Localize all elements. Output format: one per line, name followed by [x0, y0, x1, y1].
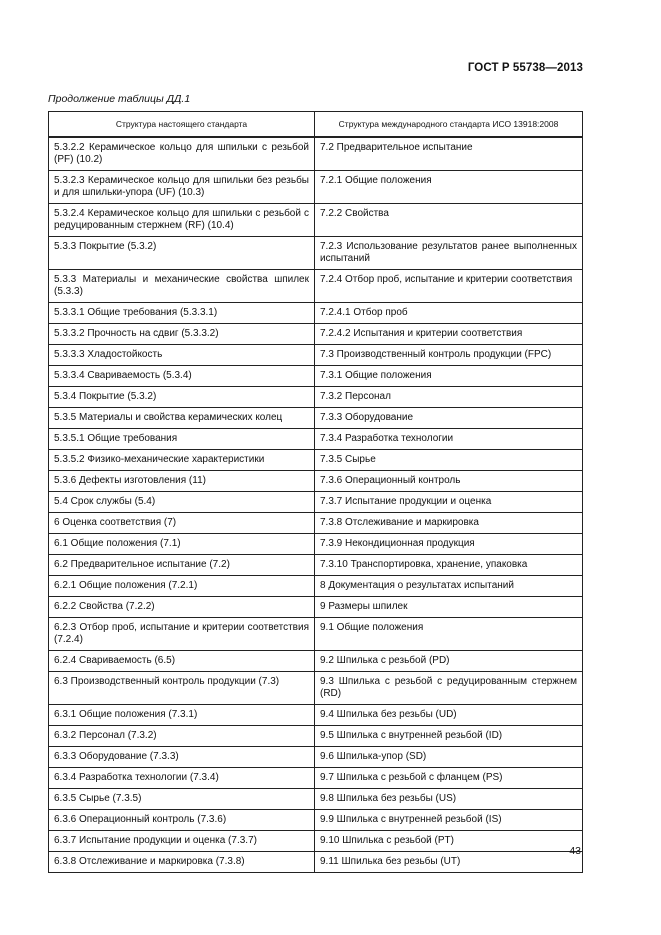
table-row: [49, 270, 583, 303]
iso-section-cell: 9.6 Шпилька-упор (SD): [315, 747, 583, 768]
national-section-cell: 5.3.3.3 Хладостойкость: [49, 345, 315, 366]
iso-section-cell: 7.3.7 Испытание продукции и оценка: [315, 492, 583, 513]
iso-section-cell: 7.3.3 Оборудование: [315, 408, 583, 429]
national-section-cell: 6.3.8 Отслеживание и маркировка (7.3.8): [49, 852, 315, 873]
table-row: [49, 171, 583, 204]
iso-section-cell: 7.2 Предварительное испытание: [315, 137, 583, 171]
iso-section-cell: 9.9 Шпилька с внутренней резьбой (IS): [315, 810, 583, 831]
iso-section-cell: 7.3 Производственный контроль продукции (FPC): [315, 345, 583, 366]
table-row: [49, 597, 583, 618]
national-section-cell: 6.2 Предварительное испытание (7.2): [49, 555, 315, 576]
iso-section-cell: 8 Документация о результатах испытаний: [315, 576, 583, 597]
national-section-cell: 6.3.6 Операционный контроль (7.3.6): [49, 810, 315, 831]
table-row: [49, 768, 583, 789]
national-section-cell: 5.4 Срок службы (5.4): [49, 492, 315, 513]
national-section-cell: 5.3.3.4 Свариваемость (5.3.4): [49, 366, 315, 387]
table-row: [49, 705, 583, 726]
table-row: [49, 513, 583, 534]
national-section-cell: 6.3.4 Разработка технологии (7.3.4): [49, 768, 315, 789]
national-section-cell: 6 Оценка соответствия (7): [49, 513, 315, 534]
national-section-cell: 5.3.3 Покрытие (5.3.2): [49, 237, 315, 270]
iso-section-cell: 9.4 Шпилька без резьбы (UD): [315, 705, 583, 726]
national-section-cell: 5.3.5.1 Общие требования: [49, 429, 315, 450]
iso-section-cell: 9 Размеры шпилек: [315, 597, 583, 618]
iso-section-cell: 7.2.2 Свойства: [315, 204, 583, 237]
iso-section-cell: 7.2.4 Отбор проб, испытание и критерии соответствия: [315, 270, 583, 303]
iso-section-cell: 9.3 Шпилька с резьбой с редуцированным стержнем (RD): [315, 672, 583, 705]
table-row: [49, 555, 583, 576]
table-row: [49, 726, 583, 747]
table-header-row: [49, 112, 583, 138]
table-row: [49, 366, 583, 387]
table-row: [49, 429, 583, 450]
iso-section-cell: 7.3.10 Транспортировка, хранение, упаковка: [315, 555, 583, 576]
national-section-cell: 5.3.3.1 Общие требования (5.3.3.1): [49, 303, 315, 324]
column-header-national: Структура настоящего стандарта: [49, 112, 315, 138]
national-section-cell: 5.3.5 Материалы и свойства керамических колец: [49, 408, 315, 429]
iso-section-cell: 7.2.3 Использование результатов ранее выполненных испытаний: [315, 237, 583, 270]
iso-section-cell: 9.2 Шпилька с резьбой (PD): [315, 651, 583, 672]
national-section-cell: 6.3 Производственный контроль продукции (7.3): [49, 672, 315, 705]
table-row: [49, 810, 583, 831]
column-header-iso: Структура международного стандарта ИСО 13918:2008: [315, 112, 583, 138]
table-row: [49, 618, 583, 651]
national-section-cell: 6.2.4 Свариваемость (6.5): [49, 651, 315, 672]
national-section-cell: 5.3.4 Покрытие (5.3.2): [49, 387, 315, 408]
national-section-cell: 6.2.1 Общие положения (7.2.1): [49, 576, 315, 597]
table-row: [49, 492, 583, 513]
table-caption: Продолжение таблицы ДД.1: [48, 93, 191, 105]
table-row: [49, 387, 583, 408]
iso-section-cell: 9.5 Шпилька с внутренней резьбой (ID): [315, 726, 583, 747]
page-number: 43: [569, 845, 581, 857]
table-body: [49, 137, 583, 873]
table-row: [49, 576, 583, 597]
national-section-cell: 5.3.3 Материалы и механические свойства шпилек (5.3.3): [49, 270, 315, 303]
national-section-cell: 5.3.2.4 Керамическое кольцо для шпильки с резьбой с редуцированным стержнем (RF) (10.4): [49, 204, 315, 237]
iso-section-cell: 7.3.6 Операционный контроль: [315, 471, 583, 492]
iso-section-cell: 7.3.9 Некондиционная продукция: [315, 534, 583, 555]
iso-section-cell: 9.11 Шпилька без резьбы (UT): [315, 852, 583, 873]
national-section-cell: 6.3.3 Оборудование (7.3.3): [49, 747, 315, 768]
national-section-cell: 6.3.1 Общие положения (7.3.1): [49, 705, 315, 726]
national-section-cell: 6.2.3 Отбор проб, испытание и критерии соответствия (7.2.4): [49, 618, 315, 651]
national-section-cell: 5.3.6 Дефекты изготовления (11): [49, 471, 315, 492]
iso-section-cell: 9.10 Шпилька с резьбой (PT): [315, 831, 583, 852]
table-row: [49, 852, 583, 873]
iso-section-cell: 7.3.8 Отслеживание и маркировка: [315, 513, 583, 534]
iso-section-cell: 7.3.1 Общие положения: [315, 366, 583, 387]
national-section-cell: 6.1 Общие положения (7.1): [49, 534, 315, 555]
iso-section-cell: 9.8 Шпилька без резьбы (US): [315, 789, 583, 810]
table-row: [49, 408, 583, 429]
national-section-cell: 6.3.7 Испытание продукции и оценка (7.3.7): [49, 831, 315, 852]
table-row: [49, 534, 583, 555]
table-row: [49, 345, 583, 366]
table-row: [49, 137, 583, 171]
national-section-cell: 5.3.2.3 Керамическое кольцо для шпильки без резьбы и для шпильки-упора (UF) (10.3): [49, 171, 315, 204]
table-row: [49, 324, 583, 345]
table-row: [49, 237, 583, 270]
table-row: [49, 831, 583, 852]
iso-section-cell: 7.2.4.2 Испытания и критерии соответствия: [315, 324, 583, 345]
iso-section-cell: 7.3.4 Разработка технологии: [315, 429, 583, 450]
iso-section-cell: 7.2.4.1 Отбор проб: [315, 303, 583, 324]
national-section-cell: 5.3.5.2 Физико-механические характеристики: [49, 450, 315, 471]
iso-section-cell: 9.1 Общие положения: [315, 618, 583, 651]
national-section-cell: 6.3.5 Сырье (7.3.5): [49, 789, 315, 810]
iso-section-cell: 9.7 Шпилька с резьбой с фланцем (PS): [315, 768, 583, 789]
table-row: [49, 303, 583, 324]
table-row: [49, 747, 583, 768]
national-section-cell: 5.3.2.2 Керамическое кольцо для шпильки с резьбой (PF) (10.2): [49, 137, 315, 171]
table-row: [49, 471, 583, 492]
iso-section-cell: 7.2.1 Общие положения: [315, 171, 583, 204]
national-section-cell: 6.2.2 Свойства (7.2.2): [49, 597, 315, 618]
comparison-table: [48, 111, 583, 873]
document-standard-number: ГОСТ Р 55738—2013: [467, 62, 583, 74]
table-row: [49, 789, 583, 810]
iso-section-cell: 7.3.5 Сырье: [315, 450, 583, 471]
national-section-cell: 6.3.2 Персонал (7.3.2): [49, 726, 315, 747]
table-row: [49, 651, 583, 672]
table-row: [49, 672, 583, 705]
iso-section-cell: 7.3.2 Персонал: [315, 387, 583, 408]
table-row: [49, 450, 583, 471]
national-section-cell: 5.3.3.2 Прочность на сдвиг (5.3.3.2): [49, 324, 315, 345]
table-row: [49, 204, 583, 237]
